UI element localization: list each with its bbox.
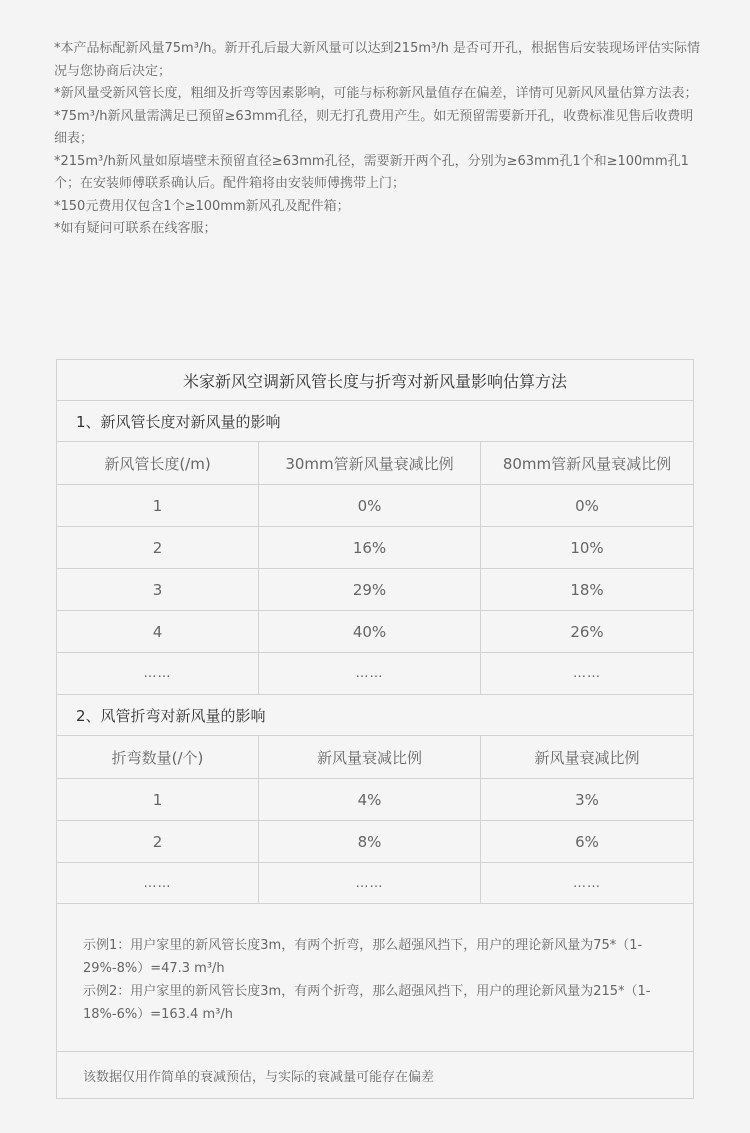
header-cell: 新风量衰减比例: [534, 748, 640, 767]
table-cell: 3: [57, 569, 259, 610]
table-cell: 40%: [259, 611, 481, 652]
notes-block: [54, 38, 704, 241]
table-cell: 4: [57, 611, 259, 652]
section2-header-row: [57, 736, 693, 779]
estimation-table: [56, 359, 694, 1099]
table-cell: 26%: [570, 622, 604, 641]
section1-header-row: [57, 442, 693, 485]
example-1: 示例1：用户家里的新风管长度3m，有两个折弯，那么超强风挡下，用户的理论新风量为75*（1-29%-8%）=47.3 m³/h: [83, 938, 643, 976]
table-cell: 10%: [570, 538, 604, 557]
table-title: 米家新风空调新风管长度与折弯对新风量影响估算方法: [57, 360, 693, 401]
table-cell: 0%: [575, 496, 599, 515]
table-cell: 4%: [259, 779, 481, 820]
section2-heading: 2、风管折弯对新风量的影响: [57, 695, 693, 736]
examples-block: [57, 904, 693, 1052]
section1-heading: 1、新风管长度对新风量的影响: [57, 401, 693, 442]
table-cell: 29%: [259, 569, 481, 610]
table-row: [57, 821, 693, 863]
table-cell: ……: [57, 863, 259, 903]
note-2: *新风量受新风管长度，粗细及折弯等因素影响，可能与标称新风量值存在偏差，详情可见新风风量估算方法表；: [54, 86, 698, 101]
table-cell: 0%: [259, 485, 481, 526]
header-cell: 折弯数量(/个): [57, 736, 259, 778]
table-cell: 6%: [575, 832, 599, 851]
header-cell: 新风管长度(/m): [57, 442, 259, 484]
table-row: [57, 611, 693, 653]
note-3: *75m³/h新风量需满足已预留≥63mm孔径，则无打孔费用产生。如无预留需要新开孔，收费标准见售后收费明细表；: [54, 108, 694, 146]
table-cell: ……: [573, 666, 601, 681]
table-cell: 18%: [570, 580, 604, 599]
table-row: [57, 779, 693, 821]
note-5: *150元费用仅包含1个≥100mm新风孔及配件箱；: [54, 198, 350, 214]
header-cell: 30mm管新风量衰减比例: [259, 442, 481, 484]
table-row: [57, 863, 693, 904]
table-cell: 2: [57, 821, 259, 862]
table-cell: ……: [259, 653, 481, 694]
note-1: *本产品标配新风量75m³/h。新开孔后最大新风量可以达到215m³/h 是否可开孔，根据售后安装现场评估实际情况与您协商后决定；: [54, 41, 700, 79]
table-cell: ……: [57, 653, 259, 694]
table-cell: 16%: [259, 527, 481, 568]
table-cell: 2: [57, 527, 259, 568]
table-cell: ……: [573, 875, 601, 891]
disclaimer: 该数据仅用作简单的衰减预估，与实际的衰减量可能存在偏差: [83, 1069, 435, 1085]
header-cell: 80mm管新风量衰减比例: [502, 454, 672, 473]
table-row: [57, 569, 693, 611]
table-row: [57, 527, 693, 569]
note-4: *215m³/h新风量如原墙壁未预留直径≥63mm孔径，需要新开两个孔，分别为≥63mm孔1个和≥100mm孔1个；在安装师傅联系确认后。配件箱将由安装师傅携带上门；: [54, 153, 689, 191]
table-row: [57, 485, 693, 527]
header-cell: 新风量衰减比例: [259, 736, 481, 778]
example-2: 示例2：用户家里的新风管长度3m，有两个折弯，那么超强风挡下，用户的理论新风量为215*（1-18%-6%）=163.4 m³/h: [83, 984, 651, 1022]
table-cell: 1: [57, 485, 259, 526]
note-6: *如有疑问可联系在线客服；: [54, 221, 217, 236]
table-cell: 3%: [575, 790, 599, 809]
table-row: [57, 653, 693, 695]
table-cell: 8%: [259, 821, 481, 862]
table-cell: 1: [57, 779, 259, 820]
table-cell: ……: [259, 863, 481, 903]
